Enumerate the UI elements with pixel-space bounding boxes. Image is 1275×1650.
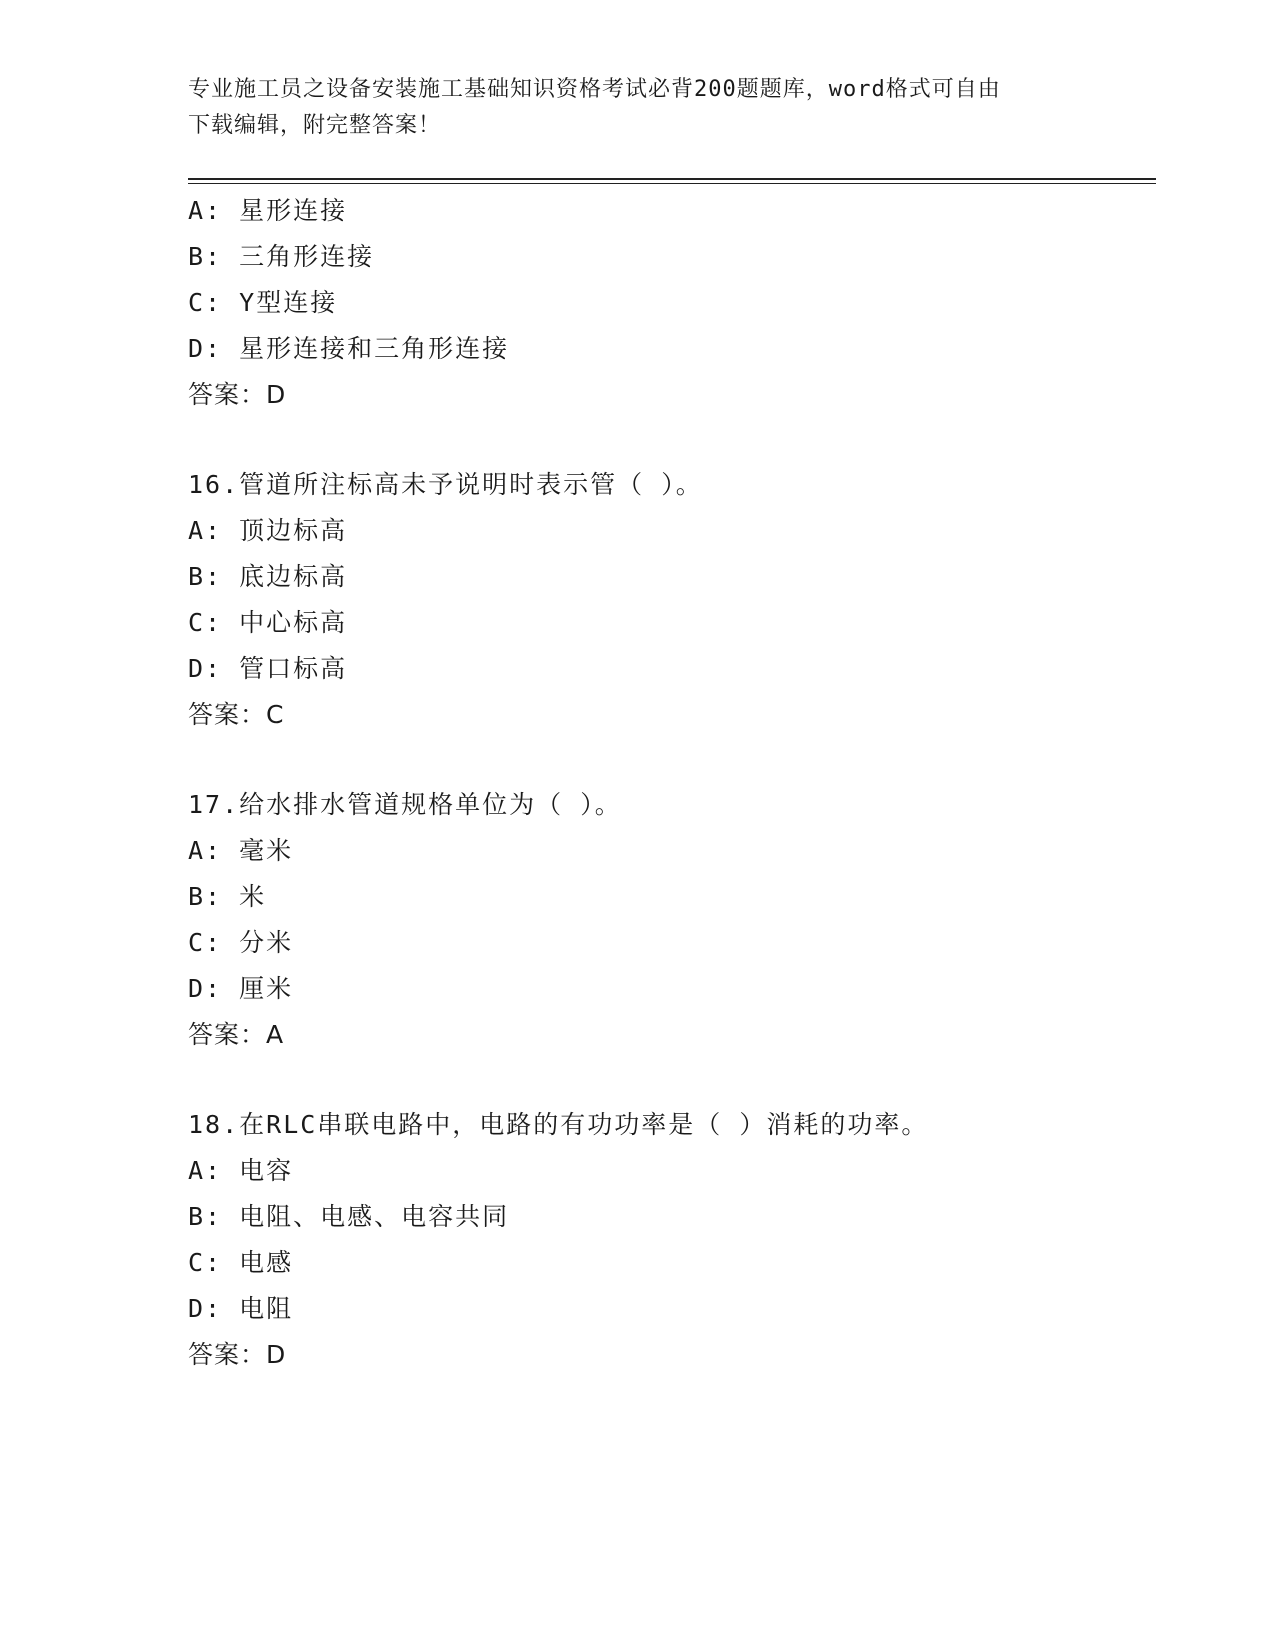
question-text: 17.给水排水管道规格单位为（ ）。	[188, 790, 622, 819]
option-c: C: 电感	[188, 1248, 294, 1277]
option-d: D: 电阻	[188, 1294, 294, 1323]
option-d: D: 厘米	[188, 974, 294, 1003]
document-header	[188, 72, 1088, 144]
spacer	[188, 418, 1148, 462]
option-b: B: 电阻、电感、电容共同	[188, 1202, 510, 1231]
option-a: A: 电容	[188, 1156, 294, 1185]
question-15-block	[188, 188, 1148, 418]
header-divider-thin	[188, 183, 1156, 184]
spacer	[188, 738, 1148, 782]
option-c: C: 中心标高	[188, 608, 348, 637]
question-18-block	[188, 1102, 1148, 1378]
header-line-1: 专业施工员之设备安装施工基础知识资格考试必背200题题库，word格式可自由	[188, 77, 1001, 102]
header-divider-thick	[188, 178, 1156, 180]
option-b: B: 米	[188, 882, 267, 911]
answer-line: 答案：D	[188, 1340, 287, 1369]
option-b: B: 三角形连接	[188, 242, 375, 271]
option-d: D: 管口标高	[188, 654, 348, 683]
option-a: A: 星形连接	[188, 196, 348, 225]
option-a: A: 毫米	[188, 836, 294, 865]
answer-line: 答案：C	[188, 700, 285, 729]
option-c: C: Y型连接	[188, 288, 338, 317]
answer-line: 答案：D	[188, 380, 287, 409]
spacer	[188, 1058, 1148, 1102]
question-17-block	[188, 782, 1148, 1058]
answer-line: 答案：A	[188, 1020, 285, 1049]
option-a: A: 顶边标高	[188, 516, 348, 545]
option-c: C: 分米	[188, 928, 294, 957]
question-16-block	[188, 462, 1148, 738]
question-list	[188, 188, 1148, 1378]
header-line-2: 下载编辑，附完整答案！	[188, 113, 442, 138]
question-text: 18.在RLC串联电路中，电路的有功功率是（ ）消耗的功率。	[188, 1110, 929, 1139]
option-d: D: 星形连接和三角形连接	[188, 334, 510, 363]
option-b: B: 底边标高	[188, 562, 348, 591]
question-text: 16.管道所注标高未予说明时表示管（ ）。	[188, 470, 703, 499]
